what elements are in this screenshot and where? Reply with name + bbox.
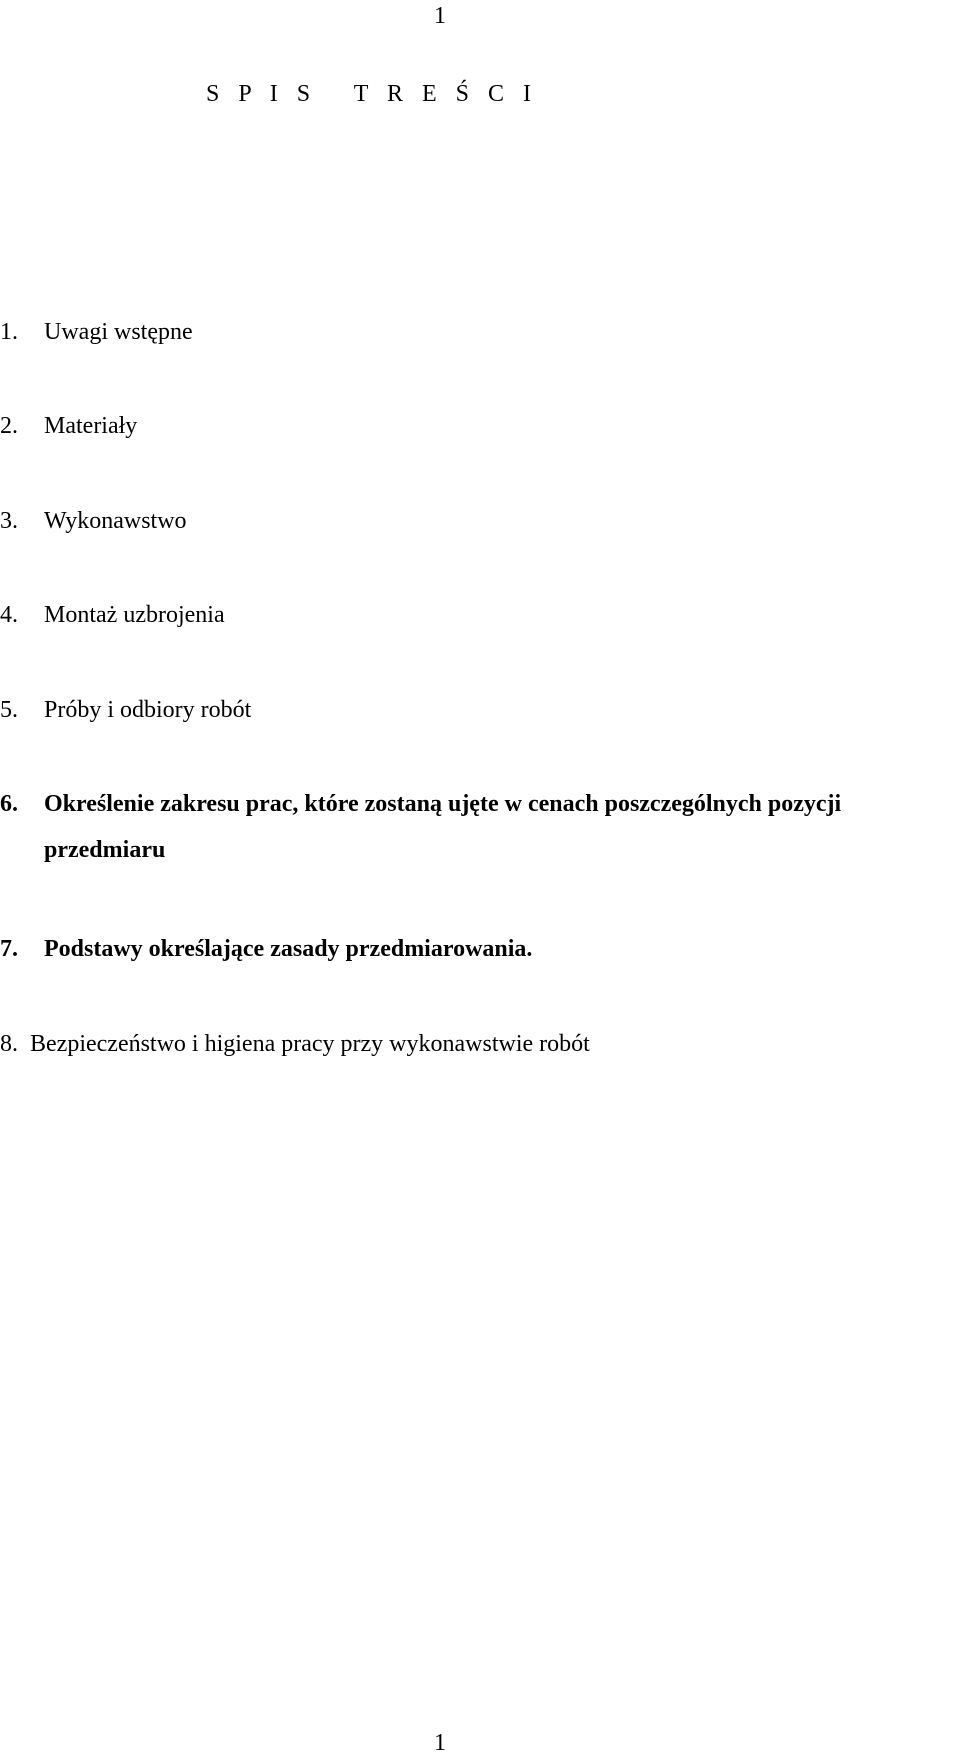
page-number-top: 1 xyxy=(434,3,446,29)
toc-item xyxy=(0,601,225,629)
toc-item-number: 2. xyxy=(0,413,18,439)
toc-item-text: Podstawy określające zasady przedmiarowania. xyxy=(44,936,533,962)
toc-item xyxy=(0,935,532,963)
page-number-bottom: 1 xyxy=(434,1730,446,1756)
toc-item xyxy=(0,1030,590,1058)
toc-item xyxy=(0,790,841,864)
toc-item-text: Określenie zakresu prac, które zostaną ujęte w cenach poszczególnych pozycji xyxy=(44,791,842,817)
toc-item-text: Bezpieczeństwo i higiena pracy przy wykonawstwie robót xyxy=(30,1031,590,1057)
toc-item-text: Uwagi wstępne xyxy=(44,319,193,345)
toc-title: S P I S T R E Ś C I xyxy=(206,81,538,107)
toc-item-text: Próby i odbiory robót xyxy=(44,697,252,723)
toc-item-number: 3. xyxy=(0,508,18,534)
toc-item xyxy=(0,318,193,346)
toc-item xyxy=(0,412,137,440)
toc-item-number: 8. xyxy=(0,1031,18,1057)
toc-item-text: Montaż uzbrojenia xyxy=(44,602,225,628)
toc-item-text: Materiały xyxy=(44,413,138,439)
toc-item-number: 4. xyxy=(0,602,18,628)
toc-item-number: 7. xyxy=(0,936,18,962)
toc-item-text: Wykonawstwo xyxy=(44,508,187,534)
toc-item-number: 1. xyxy=(0,319,18,345)
toc-item xyxy=(0,507,187,535)
toc-item-text-continuation: przedmiaru xyxy=(44,837,166,863)
toc-item-number: 5. xyxy=(0,697,18,723)
toc-item xyxy=(0,696,251,724)
toc-item-number: 6. xyxy=(0,791,18,817)
